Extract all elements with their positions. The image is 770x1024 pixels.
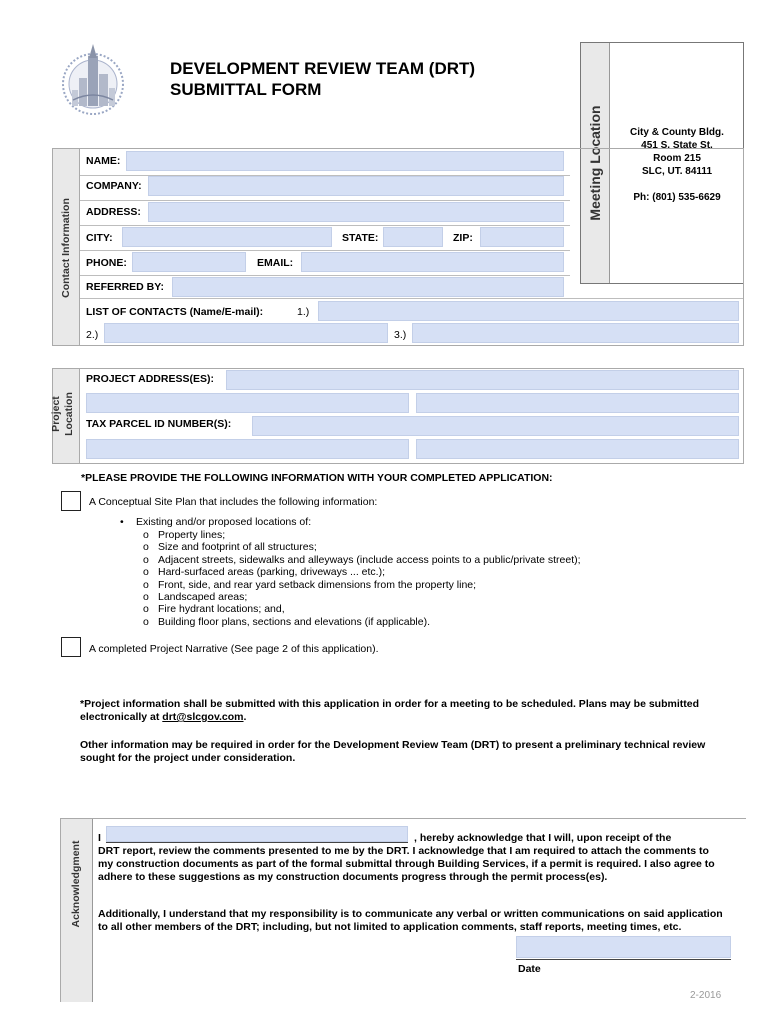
- divider: [80, 225, 570, 226]
- address-field[interactable]: [148, 202, 564, 222]
- divider: [80, 200, 570, 201]
- project-location-label: [50, 374, 82, 454]
- narrative-checkbox[interactable]: [61, 637, 81, 657]
- zip-field[interactable]: [480, 227, 564, 247]
- name-underline: [106, 842, 408, 843]
- name-field[interactable]: [126, 151, 564, 171]
- email-label: EMAIL:: [257, 257, 294, 269]
- sub-item-bullet-icon: o: [143, 553, 149, 566]
- title-line-1: DEVELOPMENT REVIEW TEAM (DRT): [170, 59, 476, 78]
- existing-locations-label: Existing and/or proposed locations of:: [136, 516, 312, 528]
- bullet-icon: •: [120, 516, 124, 528]
- acknowledgment-label: Acknowledgment: [70, 840, 82, 928]
- tax-parcel-field-2[interactable]: [86, 439, 409, 459]
- city-seal-icon: [58, 40, 128, 120]
- site-plan-sub-item: Size and footprint of all structures;: [158, 541, 317, 554]
- meeting-street: 451 S. State St.: [641, 140, 713, 151]
- site-plan-sub-item: Adjacent streets, sidewalks and alleyways (include access points to a public/private street);: [158, 553, 581, 566]
- project-label-line-1: Project: [50, 396, 62, 432]
- site-plan-checkbox[interactable]: [61, 491, 81, 511]
- sub-item-bullet-icon: o: [143, 615, 149, 628]
- project-address-field-1[interactable]: [226, 370, 739, 390]
- date-label: Date: [518, 963, 541, 975]
- title-line-2: SUBMITTAL FORM: [170, 80, 322, 99]
- city-field[interactable]: [122, 227, 332, 247]
- contact-2-field[interactable]: [104, 323, 388, 343]
- divider: [80, 250, 570, 251]
- phone-field[interactable]: [132, 252, 246, 272]
- date-field[interactable]: [516, 936, 731, 958]
- form-version: 2-2016: [690, 990, 722, 1001]
- site-plan-sub-item: Hard-surfaced areas (parking, driveways ... etc.);: [158, 566, 386, 579]
- requirements-heading: *PLEASE PROVIDE THE FOLLOWING INFORMATION WITH YOUR COMPLETED APPLICATION:: [81, 472, 553, 484]
- contact-3-field[interactable]: [412, 323, 739, 343]
- company-field[interactable]: [148, 176, 564, 196]
- site-plan-sub-item: Property lines;: [158, 529, 226, 541]
- narrative-label: A completed Project Narrative (See page 2 of this application).: [89, 643, 379, 655]
- sub-item-bullet-icon: o: [143, 529, 149, 541]
- contacts-list-label: LIST OF CONTACTS (Name/E-mail):: [86, 306, 264, 318]
- note-period: .: [243, 711, 247, 723]
- phone-label: PHONE:: [86, 257, 127, 269]
- contact-3-label: 3.): [394, 329, 407, 341]
- contact-2-label: 2.): [86, 329, 99, 341]
- submission-note: [80, 698, 720, 724]
- sub-item-bullet-icon: o: [143, 541, 149, 554]
- email-field[interactable]: [301, 252, 564, 272]
- sub-item-bullet-icon: o: [143, 591, 149, 603]
- site-plan-sub-item: Front, side, and rear yard setback dimensions from the property line;: [158, 578, 477, 591]
- address-label: ADDRESS:: [86, 206, 141, 218]
- divider: [80, 275, 570, 276]
- project-address-field-3[interactable]: [416, 393, 739, 413]
- tax-parcel-label: TAX PARCEL ID NUMBER(S):: [86, 418, 232, 430]
- meeting-city: SLC, UT. 84111: [641, 166, 713, 177]
- form-title: [170, 58, 475, 100]
- referred-by-field[interactable]: [172, 277, 564, 297]
- meeting-location-label: Meeting Location: [587, 105, 603, 221]
- meeting-bldg: City & County Bldg.: [630, 127, 724, 138]
- state-field[interactable]: [383, 227, 443, 247]
- drt-email-link[interactable]: drt@slcgov.com: [162, 711, 244, 723]
- city-label: CITY:: [86, 232, 113, 244]
- name-label: NAME:: [86, 155, 121, 167]
- sub-item-bullet-icon: o: [143, 566, 149, 579]
- contact-information-label: Contact Information: [60, 198, 72, 298]
- site-plan-sub-item: Landscaped areas;: [158, 591, 248, 603]
- divider: [80, 298, 743, 299]
- tax-parcel-field-1[interactable]: [252, 416, 739, 436]
- date-underline: [516, 959, 731, 960]
- acknowledger-name-field[interactable]: [106, 826, 408, 842]
- site-plan-label: A Conceptual Site Plan that includes the following information:: [89, 496, 378, 508]
- project-address-label: PROJECT ADDRESS(ES):: [86, 373, 214, 385]
- ack-i-label: I: [98, 832, 101, 844]
- city-seal-logo: [58, 40, 128, 120]
- state-label: STATE:: [342, 232, 379, 244]
- sub-item-bullet-icon: o: [143, 603, 149, 616]
- zip-label: ZIP:: [453, 232, 473, 244]
- ack-paragraph-1: DRT report, review the comments presented to me by the DRT. I acknowledge that I am required to attach the comments to my construction documents as part of the formal submittal through Building Services, if a permit is required. I also agree to adhere to these suggestions as my construction documents progress through the permit process(es).: [98, 845, 715, 883]
- project-address-field-2[interactable]: [86, 393, 409, 413]
- submission-note-text: *Project information shall be submitted with this application in order for a meeting to be scheduled. Plans may be submitted electronically at: [80, 698, 700, 723]
- other-info-note: Other information may be required in order for the Development Review Team (DRT) to present a preliminary technical review sought for the project under consideration.: [80, 739, 706, 764]
- site-plan-sub-item: Building floor plans, sections and elevations (if applicable).: [158, 615, 430, 628]
- contact-1-field[interactable]: [318, 301, 739, 321]
- site-plan-sub-item: Fire hydrant locations; and,: [158, 603, 285, 616]
- meeting-phone: Ph: (801) 535-6629: [633, 192, 721, 203]
- contact-1-label: 1.): [297, 306, 310, 318]
- company-label: COMPANY:: [86, 180, 142, 192]
- meeting-room: Room 215: [653, 153, 701, 164]
- tax-parcel-field-3[interactable]: [416, 439, 739, 459]
- ack-paragraph-2: Additionally, I understand that my responsibility is to communicate any verbal or written communications on said application to all other members of the DRT; including, but not limited to application comments, staff reports, meeting times, etc.: [98, 908, 723, 933]
- referred-by-label: REFERRED BY:: [86, 281, 164, 293]
- sub-item-bullet-icon: o: [143, 578, 149, 591]
- ack-line1-rest: , hereby acknowledge that I will, upon receipt of the: [414, 832, 672, 844]
- project-label-line-2: Location: [63, 392, 75, 436]
